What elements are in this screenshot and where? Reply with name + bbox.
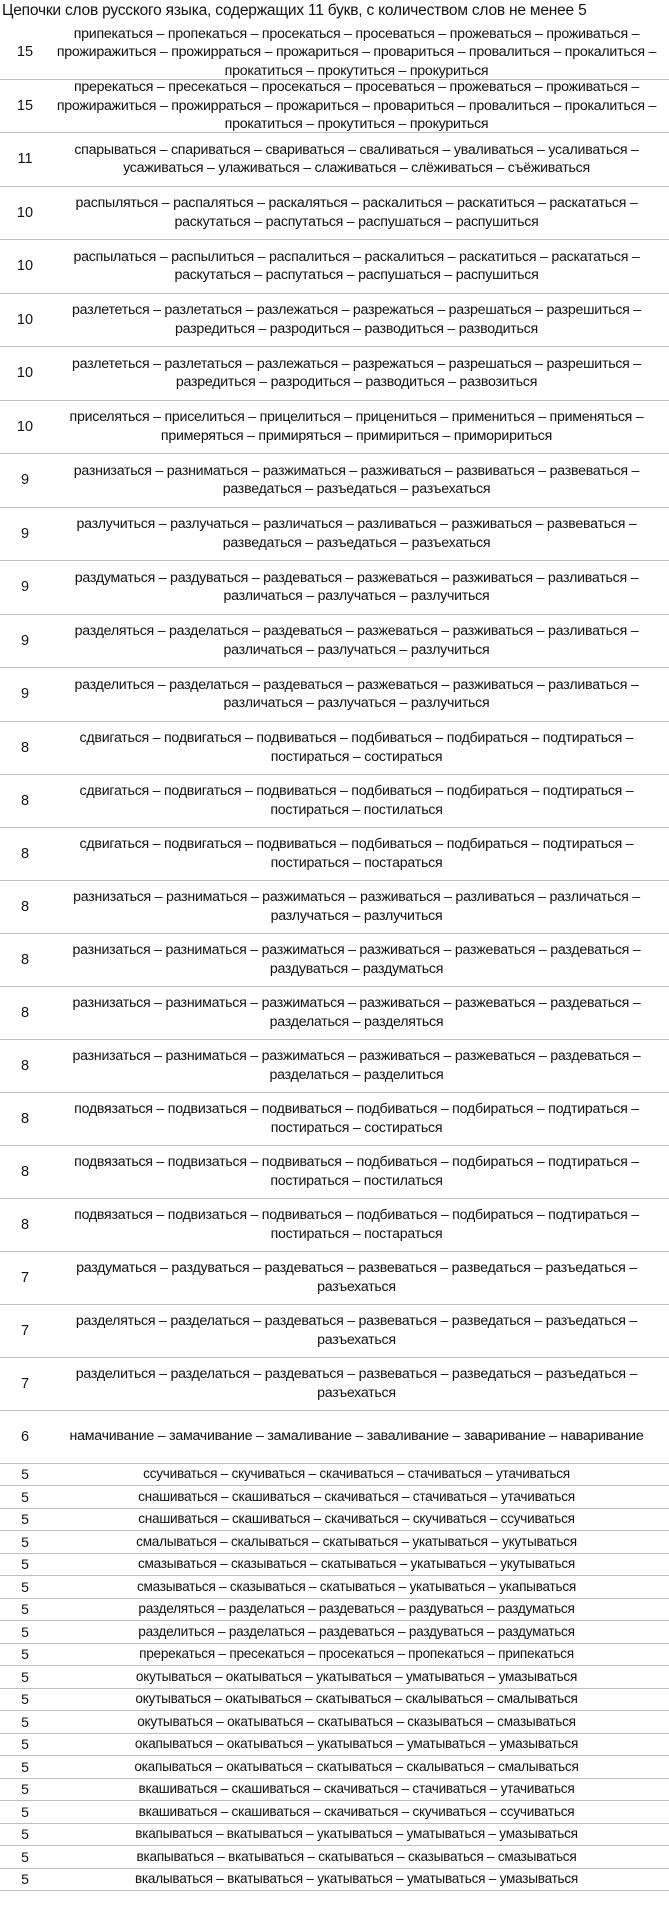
table-row: [0, 1464, 669, 1487]
table-row: [0, 347, 669, 401]
chain-text: спарываться – спариваться – свариваться – сваливаться – уваливаться – усаливаться – усаживаться – улаживаться – слаживаться – слёживаться – съёживаться: [74, 141, 639, 177]
chain-text: подвязаться – подвизаться – подвиваться – подбиваться – подбираться – подтираться – постираться – состираться: [74, 1101, 639, 1136]
chain-length: 9: [20, 472, 30, 489]
chain-text: разделиться – разделаться – раздеваться – раздуваться – раздуматься: [138, 1623, 575, 1639]
chain-length: 5: [21, 1511, 29, 1528]
table-row: [0, 1824, 669, 1847]
chain-text: пререкаться – пресекаться – просекаться – просеваться – прожеваться – проживаться – прожиражиться – прожирраться – прожариться – провариться – провалиться – прокалиться – прокатиться – прокутиться – прокуриться: [56, 79, 657, 132]
table-row: [0, 1531, 669, 1554]
table-row: [0, 1554, 669, 1577]
table-row: [0, 1801, 669, 1824]
chain-text: сдвигаться – подвигаться – подвиваться – подбиваться – подбираться – подтираться – постираться – постилаться: [79, 783, 634, 818]
chain-length: 7: [20, 1375, 30, 1392]
chain-length: 8: [20, 1216, 30, 1233]
table-row: [0, 80, 669, 134]
chain-length: 5: [21, 1781, 29, 1798]
chains-table: [0, 26, 669, 1891]
chain-length: 10: [16, 204, 34, 221]
chain-text: разнизаться – разниматься – разжиматься – разживаться – разливаться – различаться – разлучаться – разлучиться: [73, 889, 640, 924]
chain-text: разнизаться – разниматься – разжиматься – разживаться – развиваться – развеваться – разведаться – разъедаться – разъехаться: [73, 462, 640, 498]
chain-text: окапываться – окатываться – скатываться – скалываться – смалываться: [134, 1758, 579, 1774]
table-row: [0, 1779, 669, 1802]
chain-length: 8: [20, 1004, 30, 1021]
chain-text: вкашиваться – скашиваться – скачиваться – скучиваться – ссучиваться: [138, 1803, 575, 1819]
table-row: [0, 1146, 669, 1199]
chain-text: намачивание – замачивание – замаливание – заваливание – заваривание – наваривание: [69, 1428, 644, 1445]
chain-length: 5: [21, 1803, 29, 1820]
chain-text: подвязаться – подвизаться – подвиваться – подбиваться – подбираться – подтираться – постираться – постараться: [74, 1207, 639, 1242]
chain-text: сдвигаться – подвигаться – подвиваться – подбиваться – подбираться – подтираться – постираться – состираться: [79, 730, 634, 765]
table-row: [0, 26, 669, 80]
table-row: [0, 187, 669, 241]
table-row: [0, 1599, 669, 1622]
chain-length: 10: [16, 365, 34, 382]
chain-text: снашиваться – скашиваться – скачиваться – скучиваться – ссучиваться: [138, 1511, 575, 1527]
table-row: [0, 1486, 669, 1509]
page-title: Цепочки слов русского языка, содержащих 11 букв, с количеством слов не менее 5: [2, 2, 587, 19]
table-row: [0, 1689, 669, 1712]
chain-text: окапываться – окатываться – укатываться – уматываться – умазываться: [134, 1736, 579, 1752]
chain-text: раздуматься – раздуваться – раздеваться – развеваться – разведаться – разъедаться – разъехаться: [76, 1260, 637, 1295]
table-row: [0, 987, 669, 1040]
chain-text: разлучиться – разлучаться – различаться – разливаться – разживаться – развеваться – разведаться – разъедаться – разъехаться: [76, 516, 637, 551]
chain-text: разнизаться – разниматься – разжиматься – разживаться – разжеваться – раздеваться – разделаться – разделяться: [72, 995, 641, 1030]
table-row: [0, 668, 669, 722]
chain-length: 11: [17, 151, 33, 168]
table-row: [0, 775, 669, 828]
table-row: [0, 294, 669, 348]
chain-length: 5: [21, 1623, 29, 1640]
chain-text: разделяться – разделаться – раздеваться – разжеваться – разживаться – разливаться – различаться – разлучаться – разлучиться: [74, 623, 639, 658]
chain-length: 8: [20, 845, 30, 862]
chain-text: припекаться – пропекаться – просекаться – просеваться – прожеваться – проживаться – прожиражиться – прожирраться – прожариться – провариться – провалиться – прокалиться – прокатиться – прокутиться – прокуриться: [56, 25, 657, 79]
table-row: [0, 1093, 669, 1146]
table-row: [0, 722, 669, 775]
chain-length: 5: [21, 1713, 29, 1730]
table-row: [0, 1509, 669, 1532]
chain-length: 8: [20, 1163, 30, 1180]
chain-text: распыляться – распаляться – раскаляться – раскалиться – раскатиться – раскататься – раскутаться – распутаться – распушаться – распушиться: [75, 195, 638, 230]
table-row: [0, 1666, 669, 1689]
chain-length: 10: [16, 311, 34, 328]
chain-length: 5: [21, 1758, 29, 1775]
chain-text: распылаться – распылиться – распалиться – раскалиться – раскатиться – раскататься – раскутаться – распутаться – распушаться – распушиться: [73, 248, 640, 284]
chain-text: вкашиваться – скашиваться – скачиваться – стачиваться – утачиваться: [138, 1781, 575, 1797]
chain-text: подвязаться – подвизаться – подвиваться – подбиваться – подбираться – подтираться – постираться – постилаться: [74, 1154, 639, 1189]
table-row: [0, 934, 669, 987]
table-row: [0, 561, 669, 615]
table-row: [0, 454, 669, 508]
table-row: [0, 615, 669, 669]
chain-length: 8: [20, 792, 30, 809]
chain-length: 7: [20, 1322, 30, 1339]
chain-text: ссучиваться – скучиваться – скачиваться – стачиваться – утачиваться: [143, 1466, 570, 1482]
table-row: [0, 1305, 669, 1358]
chain-length: 5: [21, 1848, 29, 1865]
chain-length: 6: [20, 1428, 30, 1445]
chain-text: разлететься – разлетаться – разлежаться – разрежаться – разрешаться – разрешиться – разредиться – разродиться – разводиться – разводиться: [72, 302, 641, 337]
chain-length: 9: [20, 579, 30, 596]
table-row: [0, 881, 669, 934]
chain-length: 8: [20, 898, 30, 915]
chain-length: 5: [21, 1601, 29, 1618]
chain-length: 5: [21, 1826, 29, 1843]
table-row: [0, 1644, 669, 1667]
chain-text: сдвигаться – подвигаться – подвиваться – подбиваться – подбираться – подтираться – постираться – постараться: [79, 836, 634, 871]
chain-text: смазываться – сказываться – скатываться – укатываться – укутываться: [138, 1556, 575, 1572]
chain-length: 8: [20, 951, 30, 968]
table-row: [0, 1358, 669, 1411]
chain-length: 5: [21, 1533, 29, 1550]
table-row: [0, 1869, 669, 1892]
chain-length: 5: [21, 1691, 29, 1708]
chain-length: 7: [20, 1269, 30, 1286]
chain-text: вкалываться – вкатываться – укатываться – уматываться – умазываться: [134, 1871, 579, 1887]
table-row: [0, 828, 669, 881]
chain-length: 5: [21, 1871, 29, 1888]
chain-length: 9: [20, 632, 30, 649]
chain-text: приселяться – приселиться – прицелиться – прицениться – примениться – применяться – примеряться – примиряться – примириться – приморириться: [69, 409, 644, 444]
table-row: [0, 1411, 669, 1464]
chain-text: смазываться – сказываться – скатываться – укатываться – укапываться: [136, 1578, 577, 1594]
table-row: [0, 1756, 669, 1779]
table-row: [0, 1711, 669, 1734]
chain-length: 8: [20, 739, 30, 756]
chain-length: 15: [16, 44, 34, 61]
table-row: [0, 133, 669, 187]
chain-text: окутываться – окатываться – укатываться – уматываться – умазываться: [135, 1668, 578, 1684]
table-row: [0, 1621, 669, 1644]
chain-length: 10: [16, 258, 34, 275]
chain-text: раздуматься – раздуваться – раздеваться – разжеваться – разживаться – разливаться – различаться – разлучаться – разлучиться: [74, 569, 639, 605]
chain-length: 5: [21, 1578, 29, 1595]
chain-length: 15: [16, 97, 34, 114]
table-row: [0, 1734, 669, 1757]
table-row: [0, 1846, 669, 1869]
chain-text: разделиться – разделаться – раздеваться – разжеваться – разживаться – разливаться – различаться – разлучаться – разлучиться: [74, 676, 639, 712]
chain-text: окутываться – окатываться – скатываться – сказываться – смазываться: [137, 1713, 576, 1729]
chain-length: 9: [20, 686, 30, 703]
table-row: [0, 1199, 669, 1252]
chain-text: разнизаться – разниматься – разжиматься – разживаться – разжеваться – раздеваться – раздуваться – раздуматься: [72, 942, 641, 977]
table-row: [0, 240, 669, 294]
chain-length: 10: [16, 418, 34, 435]
chain-text: вкапываться – вкатываться – укатываться – уматываться – умазываться: [135, 1826, 578, 1842]
chain-length: 5: [21, 1646, 29, 1663]
chain-length: 8: [20, 1110, 30, 1127]
table-row: [0, 508, 669, 562]
chain-text: разделяться – разделаться – раздеваться – раздуваться – раздуматься: [138, 1601, 575, 1617]
chain-length: 8: [20, 1057, 30, 1074]
chain-length: 9: [20, 525, 30, 542]
chain-length: 5: [21, 1466, 29, 1483]
chain-text: пререкаться – пресекаться – просекаться – пропекаться – припекаться: [139, 1646, 574, 1662]
chain-text: разделиться – разделаться – раздеваться – развеваться – разведаться – разъедаться – разъехаться: [75, 1366, 638, 1401]
chain-text: разнизаться – разниматься – разжиматься – разживаться – разжеваться – раздеваться – разделаться – разделиться: [72, 1048, 641, 1083]
chain-text: разделяться – разделаться – раздеваться – развеваться – разведаться – разъедаться – разъехаться: [75, 1313, 638, 1348]
chain-text: снашиваться – скашиваться – скачиваться – стачиваться – утачиваться: [138, 1488, 575, 1504]
table-row: [0, 1252, 669, 1305]
chain-length: 5: [21, 1488, 29, 1505]
chain-text: окутываться – окатываться – скатываться – скалываться – смалываться: [135, 1691, 578, 1707]
chain-length: 5: [21, 1736, 29, 1753]
table-row: [0, 1576, 669, 1599]
chain-text: смалываться – скалываться – скатываться – укатываться – укутываться: [136, 1533, 577, 1549]
chain-length: 5: [21, 1556, 29, 1573]
chain-text: разлететься – разлетаться – разлежаться – разрежаться – разрешаться – разрешиться – разредиться – разродиться – разводиться – развозиться: [72, 355, 641, 391]
table-row: [0, 1040, 669, 1093]
chain-text: вкапываться – вкатываться – скатываться – сказываться – смазываться: [136, 1848, 577, 1864]
chain-length: 5: [21, 1668, 29, 1685]
table-row: [0, 401, 669, 455]
